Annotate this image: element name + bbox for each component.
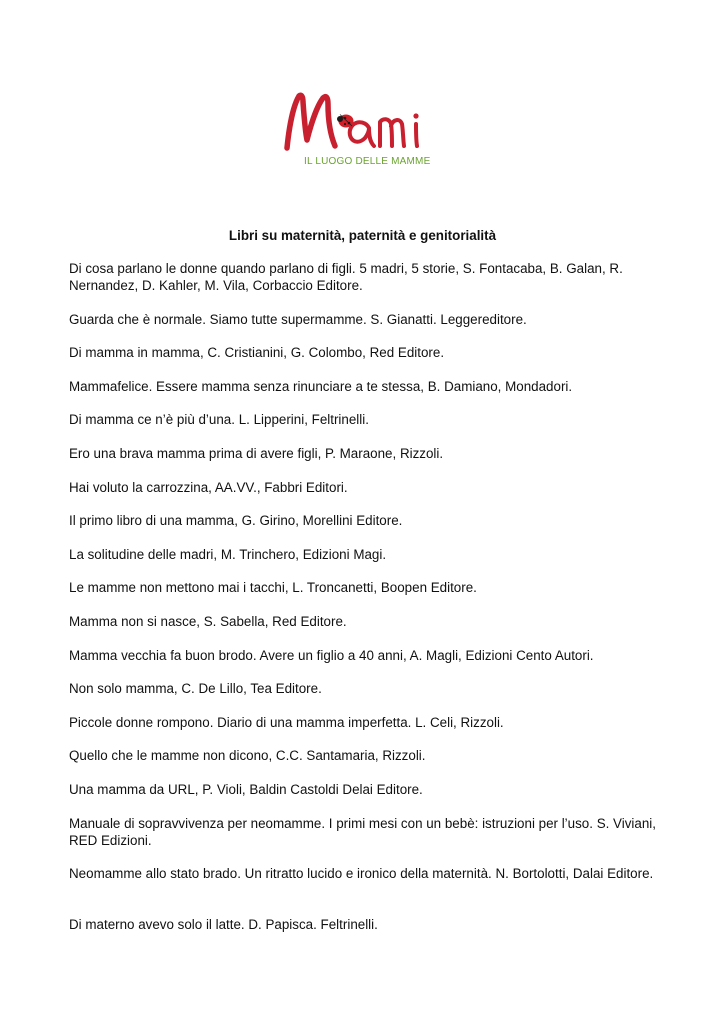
list-item: Di materno avevo solo il latte. D. Papisca. Feltrinelli.	[69, 917, 378, 932]
list-item: Guarda che è normale. Siamo tutte supermamme. S. Gianatti. Leggereditore.	[69, 312, 527, 327]
list-item: La solitudine delle madri, M. Trinchero, Edizioni Magi.	[69, 547, 387, 562]
list-item: Non solo mamma, C. De Lillo, Tea Editore.	[69, 681, 322, 696]
miami-logo-wordmark	[283, 88, 443, 154]
list-item: Quello che le mamme non dicono, C.C. Santamaria, Rizzoli.	[69, 748, 426, 763]
ladybug-icon	[337, 115, 354, 128]
list-item: Hai voluto la carrozzina, AA.VV., Fabbri Editori.	[69, 480, 348, 495]
list-item: Neomamme allo stato brado. Un ritratto lucido e ironico della maternità. N. Bortolotti, Dalai Editore.	[69, 866, 654, 881]
logo-tagline: IL LUOGO DELLE MAMME	[304, 156, 431, 167]
list-item: Piccole donne rompono. Diario di una mamma imperfetta. L. Celi, Rizzoli.	[69, 715, 504, 730]
list-item: Il primo libro di una mamma, G. Girino, Morellini Editore.	[69, 513, 403, 528]
list-item: Di cosa parlano le donne quando parlano di figli. 5 madri, 5 storie, S. Fontacaba, B. Galan, R. Nernandez, D. Kahler, M. Vila, Corbaccio Editore.	[69, 261, 623, 293]
list-item: Di mamma ce n’è più d’una. L. Lipperini, Feltrinelli.	[69, 412, 369, 427]
list-item: Mamma vecchia fa buon brodo. Avere un figlio a 40 anni, A. Magli, Edizioni Cento Autori.	[69, 648, 594, 663]
list-item: Una mamma da URL, P. Violi, Baldin Castoldi Delai Editore.	[69, 782, 423, 797]
list-item: Manuale di sopravvivenza per neomamme. I primi mesi con un bebè: istruzioni per l’uso. S. Viviani, RED Edizioni.	[69, 816, 656, 848]
list-item: Ero una brava mamma prima di avere figli, P. Maraone, Rizzoli.	[69, 446, 444, 461]
logo	[283, 88, 443, 172]
list-item: Le mamme non mettono mai i tacchi, L. Troncanetti, Boopen Editore.	[69, 580, 477, 595]
page-title: Libri su maternità, paternità e genitorialità	[228, 228, 497, 243]
list-item: Mamma non si nasce, S. Sabella, Red Editore.	[69, 614, 347, 629]
list-item: Di mamma in mamma, C. Cristianini, G. Colombo, Red Editore.	[69, 345, 445, 360]
list-item: Mammafelice. Essere mamma senza rinunciare a te stessa, B. Damiano, Mondadori.	[69, 379, 573, 394]
